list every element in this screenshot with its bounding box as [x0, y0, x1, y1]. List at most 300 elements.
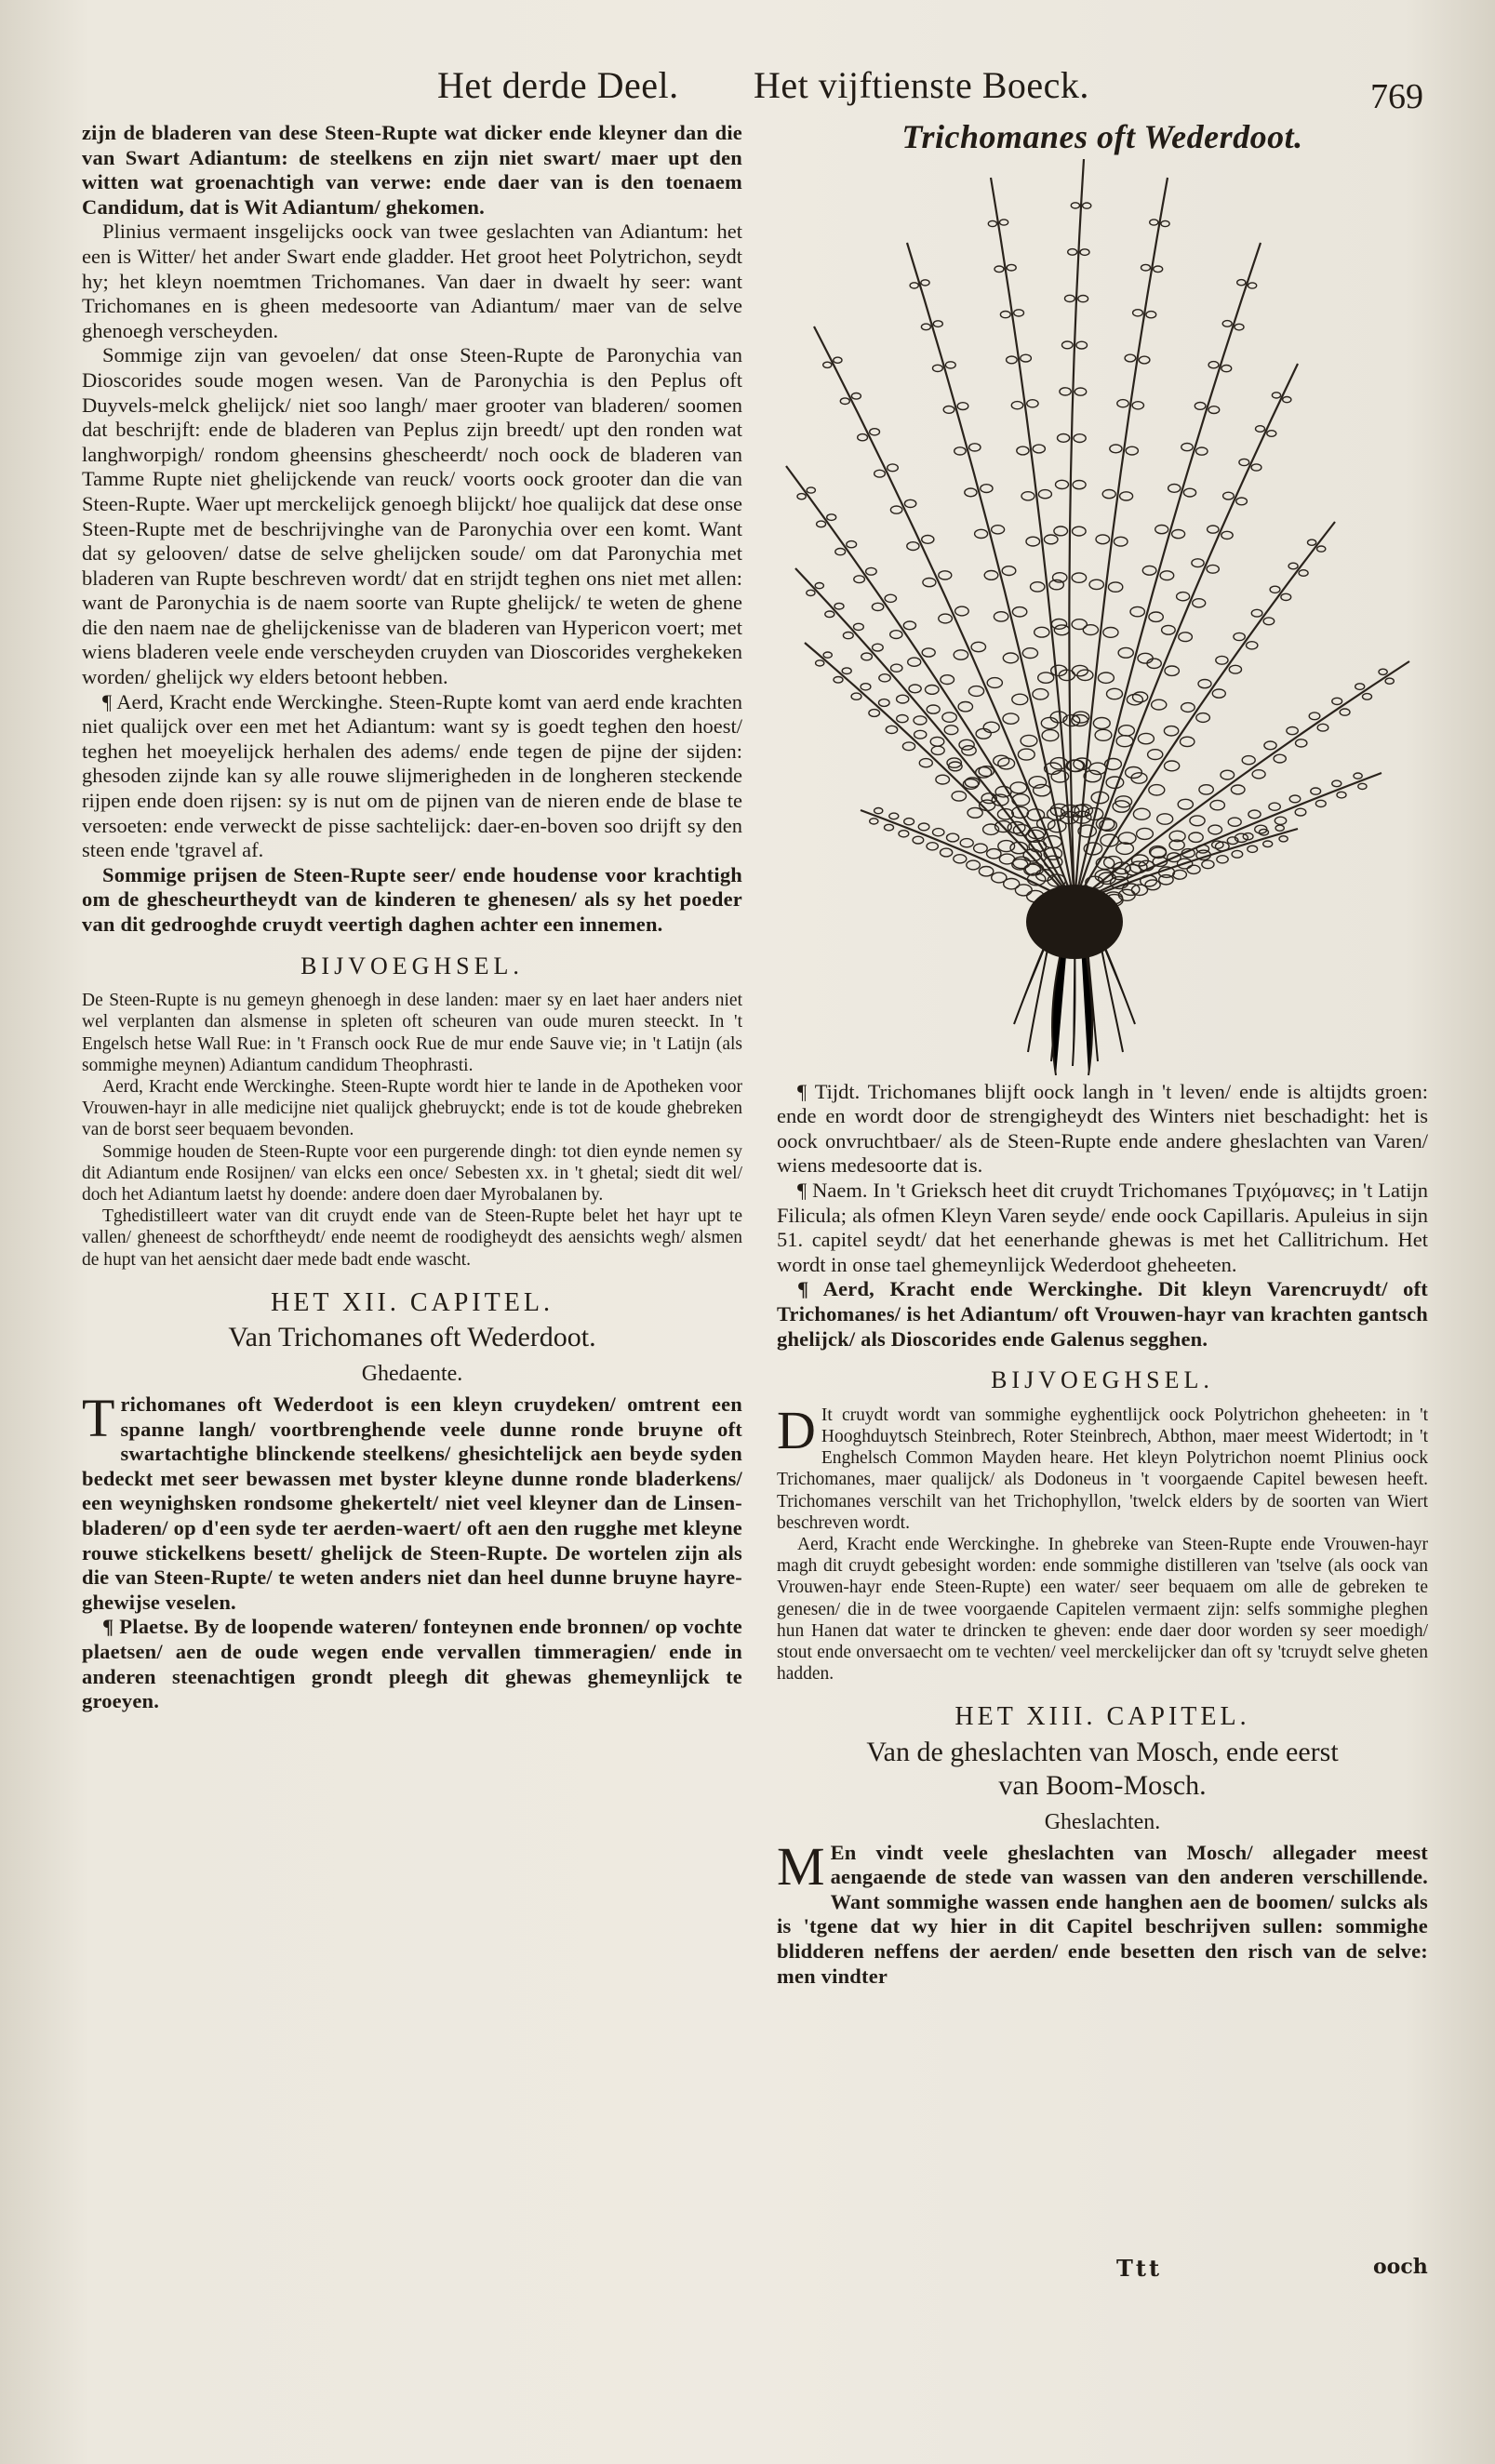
- fern-leaflet: [1157, 813, 1173, 823]
- running-head-book: Het vijftienste Boeck.: [754, 64, 1089, 106]
- fern-leaflet: [1033, 688, 1048, 699]
- fern-leaflet: [1117, 399, 1128, 406]
- fern-leaflet: [1106, 777, 1124, 788]
- fern-leaflet: [1208, 361, 1219, 367]
- fern-leaflet: [1084, 770, 1101, 781]
- fern-leaflet: [908, 658, 921, 666]
- fern-leaflet: [1072, 572, 1086, 581]
- fern-leaflet: [954, 649, 968, 659]
- fern-leaflet: [1208, 406, 1220, 413]
- fern-leaflet: [1021, 735, 1037, 746]
- fern-leaflet: [1116, 843, 1134, 854]
- fern-leaflet: [1315, 800, 1326, 806]
- fern-leaflet: [1177, 592, 1190, 600]
- fern-leaflet: [994, 611, 1008, 620]
- fern-leaflet: [1083, 624, 1098, 634]
- paragraph-text: En vindt veele gheslachten van Mosch/ allegader meest aengaende de stede van wassen van den anderen verschillende. Want sommighe wassen ende hanghen aen de boomen/ sulcks als is 'tgene dat wy hier in dit Capitel beschrijven sullen: sommighe blidderen neffens der aerden/ ende besetten den risch van de selve: men vindter: [777, 1840, 1428, 1988]
- fern-leaflet: [816, 659, 824, 665]
- fern-leaflet: [1125, 354, 1136, 362]
- fern-leaflet: [1248, 810, 1261, 819]
- fern-leaflet: [1118, 832, 1136, 843]
- fern-leaflet: [1208, 526, 1219, 533]
- fern-leaflet: [1021, 354, 1032, 362]
- fern-leaflet: [1149, 612, 1163, 621]
- fern-fronds: [786, 159, 1409, 912]
- fern-leaflet: [889, 813, 899, 819]
- chapter-title: Van Trichomanes oft Wederdoot.: [228, 1322, 596, 1353]
- fern-leaflet: [1038, 672, 1054, 682]
- fern-leaflet: [1161, 220, 1169, 226]
- fern-leaflet: [823, 362, 832, 367]
- fern-leaflet: [870, 428, 880, 434]
- fern-leaflet: [947, 833, 959, 842]
- subsection-heading: Gheslachten.: [1044, 1809, 1161, 1834]
- fern-leaflet: [1340, 709, 1350, 715]
- fern-leaflet: [1222, 320, 1232, 326]
- fern-leaflet: [921, 279, 929, 285]
- fern-leaflet: [943, 406, 954, 413]
- fern-leaflet: [992, 872, 1007, 883]
- fern-leaflet: [1141, 264, 1151, 271]
- illustration-title: Trichomanes oft Wederdoot.: [901, 118, 1303, 155]
- fern-leaflet: [1044, 535, 1058, 544]
- paragraph-text: richomanes oft Wederdoot is een kleyn cruydeken/ omtrent een spanne langh/ voortbrenghende veele dunne ronde bruyne oft swartachtighe blinckende steelkens/ ghesichtelijck aen beyde syden bedeckt met seer bewassen met byster kleyne dunne ronde bladerkens/ een weynighsken rondsome ghekertelt/ niet veel kleyner dan de Linsen-bladeren/ op d'een syde ter aerden-waert/ oft aen den rugghe met kleyne rouwe stickelkens besett/ ghelijck de Steen-Rupte. De wortelen zijn als die van Steen-Rupte/ te weten anders niet dan heel dunne bruyne hayre-ghewijse veselen.: [82, 1392, 742, 1614]
- fern-leaflet: [854, 575, 865, 582]
- fern-leaflet: [1152, 699, 1167, 710]
- fern-leaflet: [1126, 446, 1138, 455]
- fern-leaflet: [1199, 784, 1213, 793]
- fern-leaflet: [1029, 776, 1047, 787]
- fern-leaflet: [1062, 341, 1074, 349]
- fern-leaflet: [1133, 309, 1143, 315]
- fern-leaflet: [968, 686, 983, 696]
- fern-leaflet: [1137, 828, 1154, 839]
- fern-leaflet: [872, 603, 883, 610]
- fern-leaflet: [1275, 817, 1286, 824]
- fern-leaflet: [992, 525, 1005, 533]
- fern-leaflet: [923, 578, 936, 586]
- fern-leaflet: [974, 844, 988, 853]
- fern-leaflet: [1299, 569, 1308, 576]
- fern-frond-stem: [1069, 159, 1084, 903]
- fern-leaflet: [987, 848, 1001, 858]
- fern-leaflet: [1288, 563, 1298, 569]
- fern-leaflet: [1165, 761, 1180, 771]
- fern-leaflet: [965, 488, 977, 497]
- fern-leaflet: [981, 484, 993, 492]
- fern-leaflet: [897, 695, 909, 703]
- fern-leaflet: [1089, 763, 1107, 774]
- paragraph: [777, 1835, 1428, 1990]
- fern-leaflet: [1095, 729, 1112, 740]
- paragraph: [777, 1399, 1428, 1534]
- fern-leaflet: [960, 838, 973, 846]
- fern-leaflet: [1093, 717, 1110, 728]
- fern-leaflet: [941, 848, 953, 857]
- fern-leaflet: [1078, 295, 1088, 301]
- fern-leaflet: [1027, 399, 1038, 406]
- fern-leaflet: [807, 486, 815, 492]
- paragraph: ¶ Tijdt. Trichomanes blijft oock langh in 't leven/ ende is altijdts groen: ende en wordt door de strengigheydt des Winters niet beschadight: het is oock onvruchtbaer/ als de Steen-Rupte ende andere gheslachten van Varen/ wiens medesoorte dat is.: [777, 1079, 1428, 1178]
- fern-leaflet: [1228, 818, 1241, 826]
- fern-leaflet: [913, 836, 924, 844]
- fern-icon: [777, 159, 1428, 1080]
- fern-woodcut-illustration: [777, 159, 1428, 1080]
- fern-leaflet: [1014, 309, 1024, 315]
- fern-leaflet: [1193, 598, 1206, 606]
- fern-leaflet: [1102, 489, 1115, 498]
- fern-leaflet: [897, 714, 908, 722]
- fern-leaflet: [1287, 726, 1298, 734]
- fern-frond-stem: [907, 243, 1075, 903]
- fern-leaflet: [858, 433, 868, 440]
- running-head: [437, 56, 1423, 121]
- fern-leaflet: [903, 621, 915, 630]
- fern-leaflet: [922, 647, 935, 656]
- paragraph: Aerd, Kracht ende Werckinghe. Steen-Rupte wordt hier te lande in de Apotheken voor Vrouwen-hayr in alle medicijne niet qualijck ghebruyckt; ende is tot de koude ghebreken van de borst seer bequaem bevonden.: [82, 1077, 742, 1140]
- fern-leaflet: [885, 824, 894, 831]
- fern-leaflet: [998, 840, 1015, 851]
- fern-leaflet: [1181, 737, 1195, 746]
- fern-leaflet: [1142, 566, 1156, 575]
- fern-leaflet: [1172, 529, 1185, 538]
- fern-leaflet: [1196, 713, 1210, 722]
- fern-leaflet: [1132, 401, 1143, 408]
- fern-leaflet: [1181, 702, 1195, 712]
- fern-leaflet: [807, 590, 815, 595]
- fern-leaflet: [931, 746, 944, 754]
- fern-leaflet: [1309, 712, 1320, 719]
- fern-leaflet: [854, 623, 864, 630]
- fern-leaflet: [1264, 741, 1276, 750]
- fern-leaflet: [1248, 282, 1257, 287]
- fern-leaflet: [1208, 825, 1222, 834]
- fern-leaflet: [942, 712, 956, 721]
- fern-leaflet: [927, 705, 940, 713]
- fern-leaflet: [1196, 447, 1208, 455]
- fern-leaflet: [1107, 688, 1123, 699]
- fern-leaflet: [1231, 785, 1245, 794]
- fern-leaflet: [1289, 795, 1301, 803]
- fern-leaflet: [1075, 388, 1086, 395]
- fern-leaflet: [994, 266, 1004, 273]
- fern-leaflet: [1146, 311, 1156, 317]
- fern-leaflet: [1071, 202, 1079, 207]
- fern-leaflet: [1260, 829, 1269, 835]
- fern-leaflet: [1221, 531, 1233, 539]
- fern-leaflet: [1196, 845, 1208, 853]
- fern-leaflet: [904, 818, 914, 824]
- fern-frond-stem: [1075, 364, 1298, 903]
- fern-leaflet: [1017, 446, 1029, 455]
- fern-leaflet: [891, 664, 902, 672]
- fern-leaflet: [899, 830, 909, 836]
- fern-leaflet: [1027, 808, 1045, 819]
- fern-leaflet: [1007, 356, 1018, 364]
- fern-leaflet: [975, 529, 988, 538]
- fern-leaflet: [945, 361, 955, 367]
- paragraph: zijn de bladeren van dese Steen-Rupte wat dicker ende kleyner dan die van Swart Adiantum: de steelkens en zijn niet swart/ maer upt den witten wat groenachtigh van verwe: ende daer van is den toenaem Candidum, dat is Wit Adiantum/ ghekomen.: [82, 121, 742, 219]
- fern-leaflet: [1073, 526, 1087, 536]
- fern-leaflet: [1332, 698, 1342, 704]
- fern-leaflet: [936, 775, 950, 784]
- fern-leaflet: [1354, 773, 1362, 779]
- fern-leaflet: [1083, 203, 1091, 208]
- fern-leaflet: [1363, 693, 1372, 699]
- fern-leaflet: [1002, 566, 1016, 575]
- section-heading: BIJVOEGHSEL.: [991, 1366, 1214, 1394]
- fern-leaflet: [1162, 625, 1176, 634]
- fern-leaflet: [886, 726, 897, 733]
- fern-leaflet: [954, 854, 967, 862]
- fern-leaflet: [1130, 606, 1144, 616]
- fern-leaflet: [1058, 433, 1070, 442]
- fern-leaflet: [1252, 769, 1265, 778]
- fern-leaflet: [827, 513, 836, 520]
- fern-leaflet: [1068, 248, 1077, 255]
- fern-leaflet: [1187, 865, 1200, 873]
- fern-leaflet: [1317, 724, 1328, 731]
- fern-leaflet: [1275, 825, 1284, 831]
- fern-leaflet: [797, 493, 806, 499]
- fern-leaflet: [1118, 725, 1134, 735]
- fern-leaflet: [870, 818, 878, 823]
- fern-leaflet: [1337, 792, 1346, 798]
- paragraph: ¶ Naem. In 't Grieksch heet dit cruydt Trichomanes Τριχόμανες; in 't Latijn Filicula; als ofmen Kleyn Varen seyde/ ende oock Capillaris. Apuleius in sijn 51. capitel seydt/ dat het eenerhande ghewas is met het Callitrichum. Het wordt in onse tael ghemeynlijck Wederdoot gheheeten.: [777, 1178, 1428, 1276]
- paragraph: ¶ Aerd, Kracht ende Werckinghe. Steen-Rupte komt van aerd ende krachten niet qualijck over een met het Adiantum: want sy is goedt teghen den hoest/ teghen het moeyelijck herhalen des adems/ ende tegen de pijne der sijden: ghesoden zijnde kan sy alle rouwe slijmerigheden in de longheren steckende rijpen ende doen rijsen: sy is nut om de pijnen van de nieren ende de blase te versoeten: ende verweckt de pisse sachtelijck: daer-en-boven soo drijft sy den steen ende 'tgravel af.: [82, 689, 742, 862]
- fern-leaflet: [939, 614, 953, 623]
- fern-leaflet: [1096, 534, 1110, 543]
- drop-cap: T: [82, 1388, 115, 1449]
- fern-leaflet: [834, 676, 843, 683]
- fern-leaflet: [1232, 850, 1243, 858]
- fern-leaflet: [1234, 633, 1245, 640]
- fern-leaflet: [998, 757, 1015, 768]
- fern-leaflet: [1165, 666, 1179, 675]
- fern-leaflet: [922, 535, 934, 543]
- fern-leaflet: [1237, 279, 1246, 285]
- fern-leaflet: [1216, 656, 1228, 664]
- fern-leaflet: [1251, 463, 1261, 470]
- fern-leaflet: [1080, 248, 1089, 255]
- chapter-title-line: Van de gheslachten van Mosch, ende eerst: [866, 1736, 1339, 1767]
- fern-leaflet: [823, 652, 832, 658]
- fern-leaflet: [967, 860, 981, 870]
- fern-leaflet: [1267, 430, 1276, 436]
- paragraph: [82, 1388, 742, 1615]
- fern-frond-stem: [1075, 829, 1298, 903]
- fern-leaflet: [952, 791, 966, 800]
- paragraph: Sommige prijsen de Steen-Rupte seer/ ende houdense voor krachtigh om de ghescheurtheydt van de kinderen te ghenesen/ als sy het poeder van dit gedrooghde cruydt veertigh daghen achter een innemen.: [82, 862, 742, 936]
- paragraph: Sommige houden de Steen-Rupte voor een purgerende dingh: tot dien eynde nemen sy dit Adiantum ende Rosijnen/ van elcks een once/ Sebesten xx. in 't ghetal; siedt dit wel/ doch het Adiantum laetst hy doende: andere doen daer Myrobalanen by.: [82, 1141, 742, 1205]
- fern-leaflet: [1154, 266, 1163, 273]
- fern-leaflet: [851, 393, 861, 399]
- fern-leaflet: [1000, 311, 1010, 317]
- fern-leaflet: [1065, 295, 1075, 301]
- fern-leaflet: [1239, 459, 1249, 465]
- fern-leaflet: [1295, 808, 1306, 816]
- fern-leaflet: [835, 548, 846, 554]
- fern-leaflet: [939, 570, 952, 579]
- fern-leaflet: [914, 715, 927, 724]
- section-heading: BIJVOEGHSEL.: [300, 952, 524, 979]
- page-number: 769: [1370, 77, 1423, 116]
- fern-leaflet: [1127, 694, 1142, 704]
- fern-leaflet: [944, 725, 958, 734]
- fern-leaflet: [1148, 749, 1163, 759]
- running-head-part: Het derde Deel.: [437, 64, 679, 106]
- fern-leaflet: [1385, 678, 1394, 684]
- fern-leaflet: [879, 699, 890, 706]
- fern-leaflet: [1355, 683, 1365, 689]
- fern-leaflet: [825, 611, 834, 618]
- fern-leaflet: [1195, 402, 1206, 409]
- fern-leaflet: [971, 642, 985, 651]
- fern-leaflet: [1051, 619, 1066, 629]
- fern-leaflet: [1150, 219, 1158, 224]
- fern-leaflet: [1160, 570, 1174, 579]
- fern-leaflet: [1103, 627, 1118, 637]
- fern-leaflet: [1003, 713, 1019, 723]
- fern-leaflet: [1034, 627, 1049, 637]
- paragraph: ¶ Plaetse. By de loopende wateren/ fonteynen ende bronnen/ op vochte plaetsen/ aen de oude wegen ende vervallen timmeragien/ ende in anderen steenachtigen grondt pleegh dit ghewas ghemeynlijck te groeyen.: [82, 1615, 742, 1713]
- fern-leaflet: [1003, 653, 1018, 663]
- fern-leaflet: [1056, 480, 1069, 488]
- fern-leaflet: [1155, 525, 1168, 533]
- fern-leaflet: [1114, 537, 1128, 546]
- fern-leaflet: [843, 632, 853, 638]
- right-column: [777, 118, 1428, 1989]
- fern-leaflet: [1007, 264, 1016, 271]
- fern-leaflet: [1022, 647, 1037, 658]
- fern-leaflet: [1021, 491, 1034, 499]
- fern-leaflet: [1000, 219, 1008, 224]
- fern-leaflet: [861, 653, 873, 660]
- fern-leaflet: [1012, 606, 1026, 616]
- fern-leaflet: [926, 685, 940, 694]
- fern-leaflet: [874, 470, 886, 477]
- fern-leaflet: [1118, 647, 1133, 658]
- fern-leaflet: [904, 499, 915, 507]
- paragraph-text: It cruydt wordt van sommighe eyghentlijck oock Polytrichon gheheeten: in 't Hooghduytsch Steinbrech, Roter Steinbrech, Abthon, maer meest Widertodt; in 't Enghelsch Common Mayden heare. Het kleyn Polytrichon noemt Plinius oock Trichomanes, maer qualijck/ als Dodoneus in 't voorgaende Capitel bewesen heeft. Trichomanes verschilt van het Trichophyllon, 'twelck elders by de soorten van Wiert beschreven wordt.: [777, 1405, 1428, 1533]
- paragraph: Plinius vermaent insgelijcks oock van twee geslachten van Adiantum: het een is Witter/ het ander Swart ende gladder. Het groot heet Polytrichon, seydt hy; het kleyn noemtmen Trichomanes. Van daer in dwaelt hy seer: want Trichomanes en is gheen medesoorte van Adiantum/ maer van de selve ghenoegh verscheyden.: [82, 220, 742, 342]
- fern-leaflet: [1139, 356, 1150, 364]
- fern-leaflet: [1221, 770, 1235, 779]
- fern-leaflet: [962, 745, 976, 754]
- fern-leaflet: [1272, 392, 1280, 397]
- fern-leaflet: [1010, 781, 1027, 792]
- fern-leaflet: [933, 365, 943, 371]
- fern-leaflet: [1269, 803, 1280, 810]
- fern-leaflet: [969, 443, 981, 450]
- fern-leaflet: [1236, 498, 1248, 505]
- fern-leaflet: [1317, 546, 1326, 552]
- fern-leaflet: [984, 570, 998, 579]
- fern-leaflet: [976, 728, 991, 739]
- fern-leaflet: [955, 606, 969, 616]
- fern-leaflet: [1034, 784, 1051, 795]
- fern-leaflet: [1190, 815, 1205, 825]
- fern-leaflet: [921, 324, 930, 330]
- fern-leaflet: [979, 866, 993, 875]
- fern-leaflet: [1178, 799, 1193, 809]
- fern-leaflet: [1229, 665, 1241, 673]
- fern-leaflet: [847, 540, 857, 547]
- fern-leaflet: [1181, 443, 1193, 450]
- fern-leaflet: [959, 739, 974, 750]
- fern-leaflet: [1279, 835, 1288, 841]
- fern-leaflet: [1054, 624, 1069, 634]
- fern-leaflet: [909, 685, 921, 693]
- signature-mark: Ttt: [1116, 2255, 1163, 2282]
- fern-leaflet: [1011, 401, 1022, 408]
- fern-leaflet: [1145, 879, 1160, 889]
- fern-leaflet: [1133, 808, 1150, 819]
- fern-leaflet: [1274, 754, 1286, 763]
- fern-leaflet: [1147, 659, 1161, 668]
- fern-leaflet: [861, 683, 871, 689]
- fern-leaflet: [902, 741, 914, 750]
- fern-leaflet: [840, 397, 849, 404]
- fern-leaflet: [842, 667, 851, 673]
- chapter-heading: HET XII. CAPITEL.: [271, 1287, 554, 1317]
- fern-leaflet: [919, 758, 932, 766]
- fern-leaflet: [1311, 788, 1321, 794]
- paragraph: Aerd, Kracht ende Werckinghe. In ghebreke van Steen-Rupte ende Vrouwen-hayr magh dit cruydt gebesight worden: ende sommighe distilleren van 'tselve (als oock van Vrouwen-hayr ende Steen-Rupte) een water/ seer bequaem om alle de gebreken te genesen/ die in de twee voorgaende Capitelen vermaent zijn: selfs sommighe pleghen hun Hanen dat water te drincken te gheven: ende daer door worden sy seer moedigh/ stout ende onversaecht om te vechten/ veel merckelijcker dan oft sy 'tcruydt selve gheten hadden.: [777, 1534, 1428, 1685]
- fern-leaflet: [987, 677, 1002, 687]
- fern-leaflet: [994, 755, 1009, 766]
- fern-leaflet: [1235, 324, 1244, 330]
- fern-leaflet: [1149, 784, 1165, 794]
- fern-leaflet: [1133, 692, 1148, 702]
- chapter-title-line: van Boom-Mosch.: [998, 1769, 1207, 1801]
- fern-leaflet: [1038, 489, 1051, 498]
- fern-leaflet: [1192, 558, 1204, 566]
- fern-leaflet: [910, 282, 918, 287]
- fern-leaflet: [1207, 565, 1219, 573]
- fern-leaflet: [1089, 579, 1103, 589]
- fern-leaflet: [1242, 755, 1255, 764]
- fern-leaflet: [1054, 526, 1068, 536]
- fern-leaflet: [888, 463, 899, 471]
- fern-leaflet: [1120, 491, 1133, 499]
- fern-leaflet: [1283, 396, 1291, 402]
- fern-leaflet: [1060, 387, 1071, 394]
- fern-leaflet: [866, 567, 877, 575]
- fern-leaflet: [1358, 783, 1367, 789]
- fern-leaflet: [890, 630, 902, 638]
- fern-leaflet: [1263, 617, 1275, 624]
- fern-leaflet: [873, 644, 884, 651]
- fern-leaflet: [907, 541, 919, 550]
- fern-leaflet: [988, 220, 996, 226]
- fern-leaflet: [1179, 632, 1193, 641]
- fern-leaflet: [885, 594, 896, 602]
- chapter-heading: HET XIII. CAPITEL.: [954, 1702, 1250, 1732]
- fern-leaflet: [834, 603, 844, 609]
- fern-leaflet: [1076, 341, 1088, 349]
- fern-leaflet: [927, 842, 938, 849]
- fern-leaflet: [817, 521, 826, 527]
- fern-leaflet: [933, 828, 944, 835]
- fern-leaflet: [1247, 641, 1258, 648]
- fern-leaflet: [1026, 537, 1040, 546]
- fern-leaflet: [1041, 717, 1058, 728]
- fern-leaflet: [1256, 425, 1265, 432]
- drop-cap: M: [777, 1835, 825, 1897]
- fern-leaflet: [1168, 484, 1181, 492]
- fern-leaflet: [1164, 726, 1178, 735]
